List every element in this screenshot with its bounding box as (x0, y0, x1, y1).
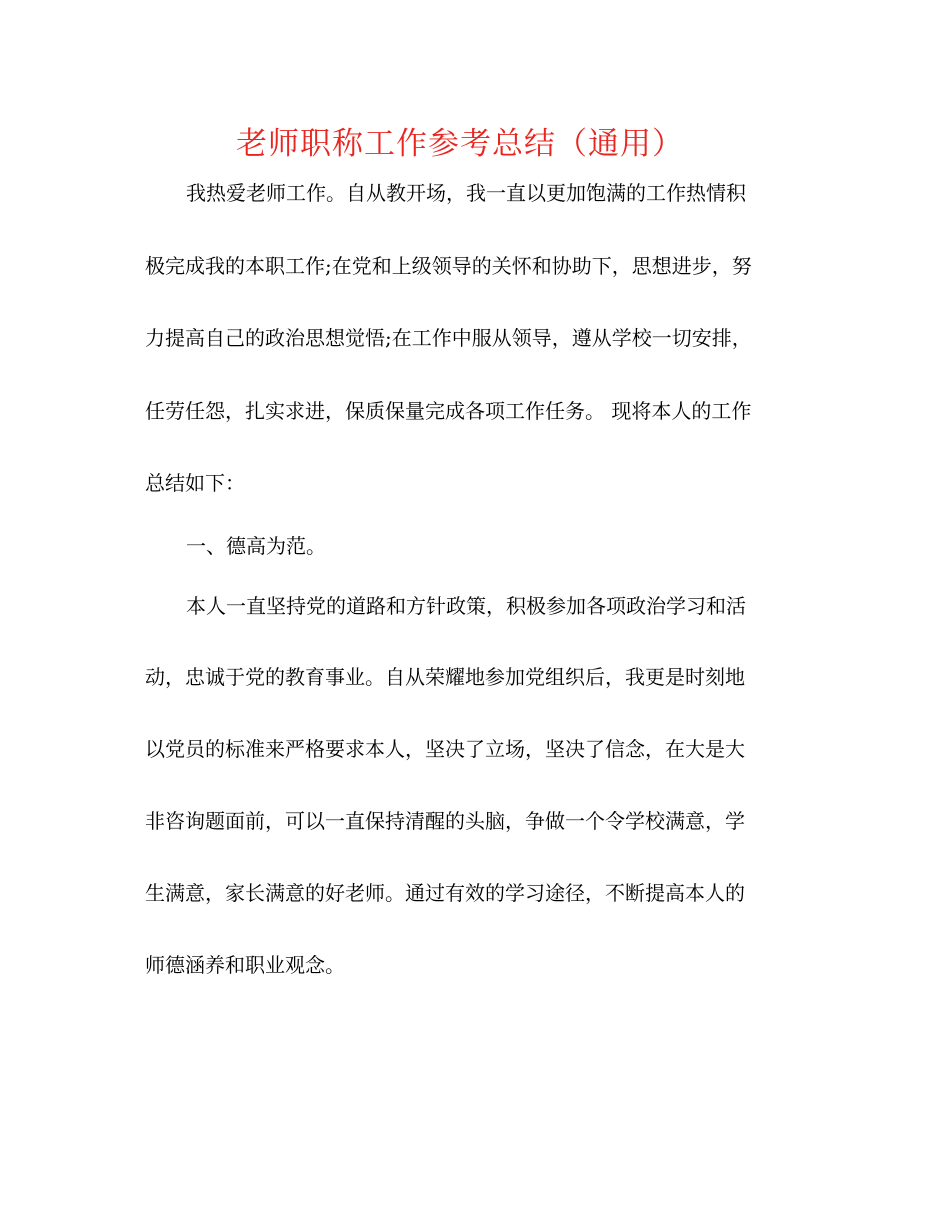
document-title: 老师职称工作参考总结（通用） (236, 126, 684, 162)
paragraph-1-line-5: 总结如下： (145, 471, 245, 495)
paragraph-1-line-1: 我热爱老师工作。自从教开场，我一直以更加饱满的工作热情积 (186, 181, 746, 205)
paragraph-2-line-3: 以党员的标准来严格要求本人，坚决了立场，坚决了信念，在大是大 (145, 737, 745, 761)
paragraph-1-line-4: 任劳任怨，扎实求进，保质保量完成各项工作任务。 现将本人的工作 (145, 399, 752, 423)
paragraph-1-line-3: 力提高自己的政治思想觉悟;在工作中服从领导，遵从学校一切安排， (145, 326, 752, 350)
paragraph-2-line-4: 非咨询题面前，可以一直保持清醒的头脑，争做一个令学校满意，学 (145, 809, 745, 833)
paragraph-2-line-2: 动，忠诚于党的教育事业。自从荣耀地参加党组织后，我更是时刻地 (145, 665, 745, 689)
section-heading-1: 一、德高为范。 (186, 534, 326, 558)
paragraph-2-line-6: 师德涵养和职业观念。 (145, 953, 345, 977)
paragraph-2-line-1: 本人一直坚持党的道路和方针政策，积极参加各项政治学习和活 (186, 594, 746, 618)
paragraph-1-line-2: 极完成我的本职工作;在党和上级领导的关怀和协助下，思想进步，努 (145, 254, 752, 278)
paragraph-2-line-5: 生满意，家长满意的好老师。通过有效的学习途径，不断提高本人的 (145, 881, 745, 905)
